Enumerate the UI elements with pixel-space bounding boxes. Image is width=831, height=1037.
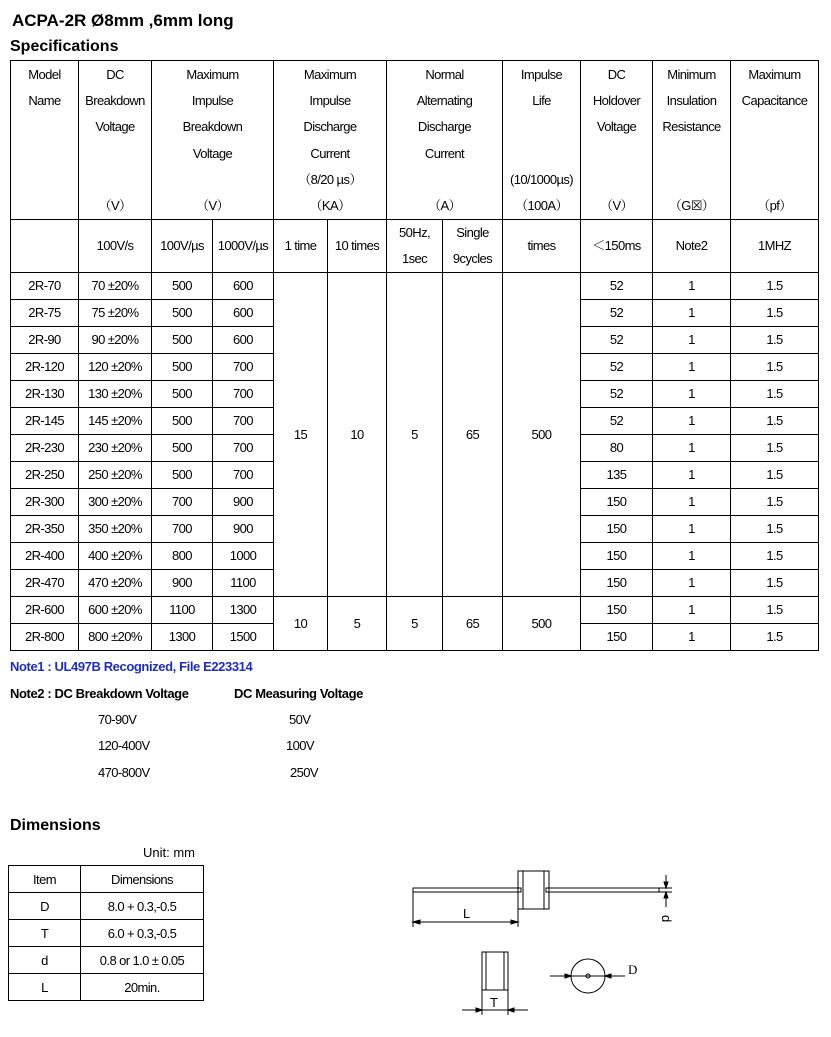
header-line — [11, 167, 78, 193]
header-line: （G☒） — [668, 197, 715, 213]
cell-discharge-once: 15 — [274, 273, 328, 597]
cell-holdover: 52 — [581, 408, 653, 435]
header-line: Resistance — [662, 119, 721, 135]
header-ac-discharge — [387, 61, 503, 220]
header-line — [731, 114, 818, 140]
cell-dc-breakdown: 470 ±20% — [79, 570, 152, 597]
header-line: Life — [532, 93, 551, 109]
header-holdover — [581, 61, 653, 220]
header-line: Minimum — [667, 67, 716, 82]
header-line: （pf） — [757, 197, 792, 213]
cell-model: 2R-90 — [11, 327, 79, 354]
dim-item: D — [9, 893, 81, 920]
note2-col2: DC Measuring Voltage — [234, 686, 364, 701]
note2-range: 470-800V — [98, 765, 150, 780]
cell-holdover: 80 — [581, 435, 653, 462]
cell-impulse-100: 800 — [152, 543, 213, 570]
cell-impulse-1000: 600 — [213, 300, 274, 327]
dim-item: d — [9, 947, 81, 974]
cell-dc-breakdown: 70 ±20% — [79, 273, 152, 300]
header-insulation — [653, 61, 731, 220]
cell-insulation: 1 — [653, 489, 731, 516]
cell-impulse-1000: 900 — [213, 516, 274, 543]
cell-model: 2R-70 — [11, 273, 79, 300]
specifications-table — [10, 60, 819, 651]
cell-impulse-1000: 700 — [213, 381, 274, 408]
cell-insulation: 1 — [653, 435, 731, 462]
cell-dc-breakdown: 130 ±20% — [79, 381, 152, 408]
page-title: ACPA-2R Ø8mm ,6mm long — [12, 11, 234, 30]
lead-right — [546, 888, 659, 892]
header-line: Voltage — [95, 119, 135, 135]
cell-impulse-100: 500 — [152, 300, 213, 327]
subheader-insulation: Note2 — [653, 220, 731, 273]
cell-ac-single: 65 — [443, 597, 503, 651]
cell-holdover: 52 — [581, 327, 653, 354]
cell-capacitance: 1.5 — [731, 408, 819, 435]
dim-value: 0.8 or 1.0 ± 0.05 — [81, 947, 204, 974]
cell-insulation: 1 — [653, 408, 731, 435]
cell-impulse-100: 500 — [152, 408, 213, 435]
note2-volt: 100V — [286, 738, 314, 753]
cell-capacitance: 1.5 — [731, 570, 819, 597]
cell-dc-breakdown: 145 ±20% — [79, 408, 152, 435]
cell-holdover: 150 — [581, 516, 653, 543]
cell-holdover: 150 — [581, 624, 653, 651]
header-line: Impulse — [309, 93, 351, 109]
subheader-single-line1: Single — [456, 225, 489, 241]
cell-holdover: 150 — [581, 597, 653, 624]
cell-holdover: 150 — [581, 489, 653, 516]
note2-label: Note2 : DC Breakdown Voltage — [10, 686, 189, 701]
cell-model: 2R-130 — [11, 381, 79, 408]
cell-model: 2R-350 — [11, 516, 79, 543]
header-line — [79, 141, 151, 167]
cell-capacitance: 1.5 — [731, 624, 819, 651]
cell-dc-breakdown: 120 ±20% — [79, 354, 152, 381]
subheader-single-line2: 9cycles — [452, 251, 493, 267]
header-line: Insulation — [666, 93, 717, 109]
cell-capacitance: 1.5 — [731, 327, 819, 354]
table-row — [11, 597, 819, 624]
cell-insulation: 1 — [653, 327, 731, 354]
dimensions-heading: Dimensions — [10, 817, 101, 834]
cell-impulse-100: 700 — [152, 516, 213, 543]
cell-capacitance: 1.5 — [731, 300, 819, 327]
note2-range: 70-90V — [98, 712, 137, 727]
cell-capacitance: 1.5 — [731, 489, 819, 516]
header-line: Holdover — [592, 93, 641, 109]
header-capacitance — [731, 61, 819, 220]
subheader-imp-100: 100V/µs — [152, 220, 213, 273]
cell-capacitance: 1.5 — [731, 354, 819, 381]
cell-discharge-ten: 5 — [328, 597, 387, 651]
cell-capacitance: 1.5 — [731, 462, 819, 489]
dimension-drawing — [400, 855, 700, 1025]
header-line — [387, 167, 502, 193]
cell-impulse-1000: 900 — [213, 489, 274, 516]
subheader-capacitance: 1MHZ — [731, 220, 819, 273]
header-line: Breakdown — [85, 93, 145, 109]
cell-impulse-1000: 1000 — [213, 543, 274, 570]
subheader-50hz-line2: 1sec — [401, 251, 428, 267]
cell-impulse-1000: 1300 — [213, 597, 274, 624]
cell-impulse-1000: 700 — [213, 462, 274, 489]
subheader-once: 1 time — [274, 220, 328, 273]
cell-dc-breakdown: 250 ±20% — [79, 462, 152, 489]
subheader-holdover: ＜150ms — [581, 220, 653, 273]
header-line: Maximum — [748, 67, 801, 82]
cell-model: 2R-75 — [11, 300, 79, 327]
header-line: Normal — [425, 67, 464, 82]
subheader-life: times — [503, 220, 581, 273]
note1: Note1 : UL497B Recognized, File E223314 — [10, 659, 253, 674]
cell-ac-50hz: 5 — [387, 273, 443, 597]
header-line: Alternating — [416, 93, 473, 109]
cell-insulation: 1 — [653, 570, 731, 597]
header-line: Model — [28, 67, 61, 82]
subheader-dc-rate: 100V/s — [79, 220, 152, 273]
subheader-single — [443, 220, 503, 273]
subheader-ten: 10 times — [328, 220, 387, 273]
table-row — [11, 273, 819, 300]
cell-model: 2R-250 — [11, 462, 79, 489]
dim-value: 6.0 + 0.3,-0.5 — [81, 920, 204, 947]
header-line: Discharge — [417, 119, 472, 135]
header-line: Voltage — [596, 119, 637, 135]
note2-range: 120-400V — [98, 738, 150, 753]
cell-holdover: 52 — [581, 273, 653, 300]
subheader-50hz-line1: 50Hz, — [399, 225, 430, 241]
header-line: Maximum — [303, 67, 357, 82]
header-line: Current — [424, 145, 465, 161]
cell-dc-breakdown: 90 ±20% — [79, 327, 152, 354]
cell-holdover: 52 — [581, 300, 653, 327]
header-line — [581, 167, 652, 193]
cell-impulse-100: 500 — [152, 381, 213, 408]
header-line — [503, 114, 580, 140]
cell-model: 2R-300 — [11, 489, 79, 516]
dimensions-table — [8, 865, 204, 1001]
cell-capacitance: 1.5 — [731, 273, 819, 300]
cell-capacitance: 1.5 — [731, 381, 819, 408]
unit-label: Unit: mm — [143, 845, 195, 860]
header-line: （100A） — [515, 197, 568, 213]
cell-impulse-100: 500 — [152, 327, 213, 354]
lead-left — [413, 888, 521, 892]
header-line — [731, 141, 818, 167]
subheader-50hz — [387, 220, 443, 273]
cell-impulse-100: 500 — [152, 462, 213, 489]
cell-capacitance: 1.5 — [731, 543, 819, 570]
cell-insulation: 1 — [653, 597, 731, 624]
note2-volt: 250V — [290, 765, 318, 780]
cell-insulation: 1 — [653, 624, 731, 651]
cell-capacitance: 1.5 — [731, 516, 819, 543]
cell-dc-breakdown: 800 ±20% — [79, 624, 152, 651]
header-line: Capacitance — [741, 93, 808, 109]
dim-value: 20min. — [81, 974, 204, 1001]
header-model — [11, 61, 79, 220]
cell-discharge-once: 10 — [274, 597, 328, 651]
header-line: （V） — [98, 197, 132, 213]
header-line — [79, 167, 151, 193]
header-line: （V） — [196, 197, 229, 213]
dim-item: L — [9, 974, 81, 1001]
cell-impulse-1000: 600 — [213, 273, 274, 300]
cell-dc-breakdown: 75 ±20% — [79, 300, 152, 327]
cell-impulse-life: 500 — [503, 273, 581, 597]
cell-dc-breakdown: 600 ±20% — [79, 597, 152, 624]
header-line — [653, 141, 730, 167]
cell-holdover: 52 — [581, 354, 653, 381]
cell-impulse-100: 1100 — [152, 597, 213, 624]
dim-value: 8.0 + 0.3,-0.5 — [81, 893, 204, 920]
header-line — [11, 193, 78, 219]
cell-dc-breakdown: 230 ±20% — [79, 435, 152, 462]
cell-insulation: 1 — [653, 462, 731, 489]
header-line: Maximum — [186, 67, 239, 82]
subheader-blank — [11, 220, 79, 273]
cell-model: 2R-800 — [11, 624, 79, 651]
cell-capacitance: 1.5 — [731, 597, 819, 624]
label-d: d — [659, 915, 674, 923]
header-line: Discharge — [303, 119, 357, 135]
subheader-imp-1000: 1000V/µs — [213, 220, 274, 273]
cell-impulse-life: 500 — [503, 597, 581, 651]
header-line — [581, 141, 652, 167]
cell-dc-breakdown: 400 ±20% — [79, 543, 152, 570]
cell-model: 2R-470 — [11, 570, 79, 597]
cell-ac-single: 65 — [443, 273, 503, 597]
header-line: Voltage — [192, 145, 233, 161]
cell-impulse-1000: 1100 — [213, 570, 274, 597]
header-line: (10/1000µs) — [509, 171, 574, 187]
header-line: （V） — [600, 197, 633, 213]
cell-holdover: 52 — [581, 381, 653, 408]
header-line: DC — [607, 67, 626, 82]
cell-insulation: 1 — [653, 300, 731, 327]
header-line — [152, 167, 273, 193]
cell-capacitance: 1.5 — [731, 435, 819, 462]
header-line: DC — [106, 67, 124, 82]
cell-holdover: 150 — [581, 570, 653, 597]
specifications-heading: Specifications — [10, 38, 119, 55]
label-T: T — [490, 995, 498, 1010]
header-line: Current — [310, 145, 350, 161]
cell-dc-breakdown: 300 ±20% — [79, 489, 152, 516]
header-line: （KA） — [309, 197, 351, 213]
cell-insulation: 1 — [653, 354, 731, 381]
header-impulse-breakdown — [152, 61, 274, 220]
cell-impulse-100: 500 — [152, 435, 213, 462]
header-line — [11, 141, 78, 167]
cell-insulation: 1 — [653, 543, 731, 570]
cell-discharge-ten: 10 — [328, 273, 387, 597]
cell-impulse-1000: 1500 — [213, 624, 274, 651]
header-line — [11, 114, 78, 140]
cell-insulation: 1 — [653, 381, 731, 408]
header-line: （A） — [428, 197, 461, 213]
header-impulse-life — [503, 61, 581, 220]
cell-impulse-1000: 700 — [213, 408, 274, 435]
header-impulse-discharge — [274, 61, 387, 220]
label-L: L — [463, 906, 471, 921]
cell-model: 2R-600 — [11, 597, 79, 624]
cell-insulation: 1 — [653, 273, 731, 300]
cell-model: 2R-120 — [11, 354, 79, 381]
dim-header-dims: Dimensions — [81, 866, 204, 893]
cell-impulse-1000: 700 — [213, 435, 274, 462]
cell-ac-50hz: 5 — [387, 597, 443, 651]
cell-impulse-1000: 700 — [213, 354, 274, 381]
header-line: Impulse — [191, 93, 234, 109]
cell-impulse-100: 700 — [152, 489, 213, 516]
cell-impulse-1000: 600 — [213, 327, 274, 354]
dim-header-item: Item — [9, 866, 81, 893]
cell-model: 2R-400 — [11, 543, 79, 570]
cell-holdover: 150 — [581, 543, 653, 570]
header-line: Breakdown — [182, 119, 243, 135]
note2-volt: 50V — [289, 712, 311, 727]
cell-model: 2R-145 — [11, 408, 79, 435]
label-D: D — [628, 962, 638, 977]
header-line — [653, 167, 730, 193]
cell-model: 2R-230 — [11, 435, 79, 462]
cell-impulse-100: 500 — [152, 273, 213, 300]
cell-dc-breakdown: 350 ±20% — [79, 516, 152, 543]
header-line — [731, 167, 818, 193]
cell-holdover: 135 — [581, 462, 653, 489]
cell-insulation: 1 — [653, 516, 731, 543]
header-line: Name — [28, 93, 61, 109]
header-dc-breakdown — [79, 61, 152, 220]
header-line: Impulse — [520, 67, 563, 82]
header-line — [503, 141, 580, 167]
cell-impulse-100: 500 — [152, 354, 213, 381]
cell-impulse-100: 900 — [152, 570, 213, 597]
cell-impulse-100: 1300 — [152, 624, 213, 651]
dim-item: T — [9, 920, 81, 947]
header-line: （8/20 µs） — [298, 171, 362, 187]
